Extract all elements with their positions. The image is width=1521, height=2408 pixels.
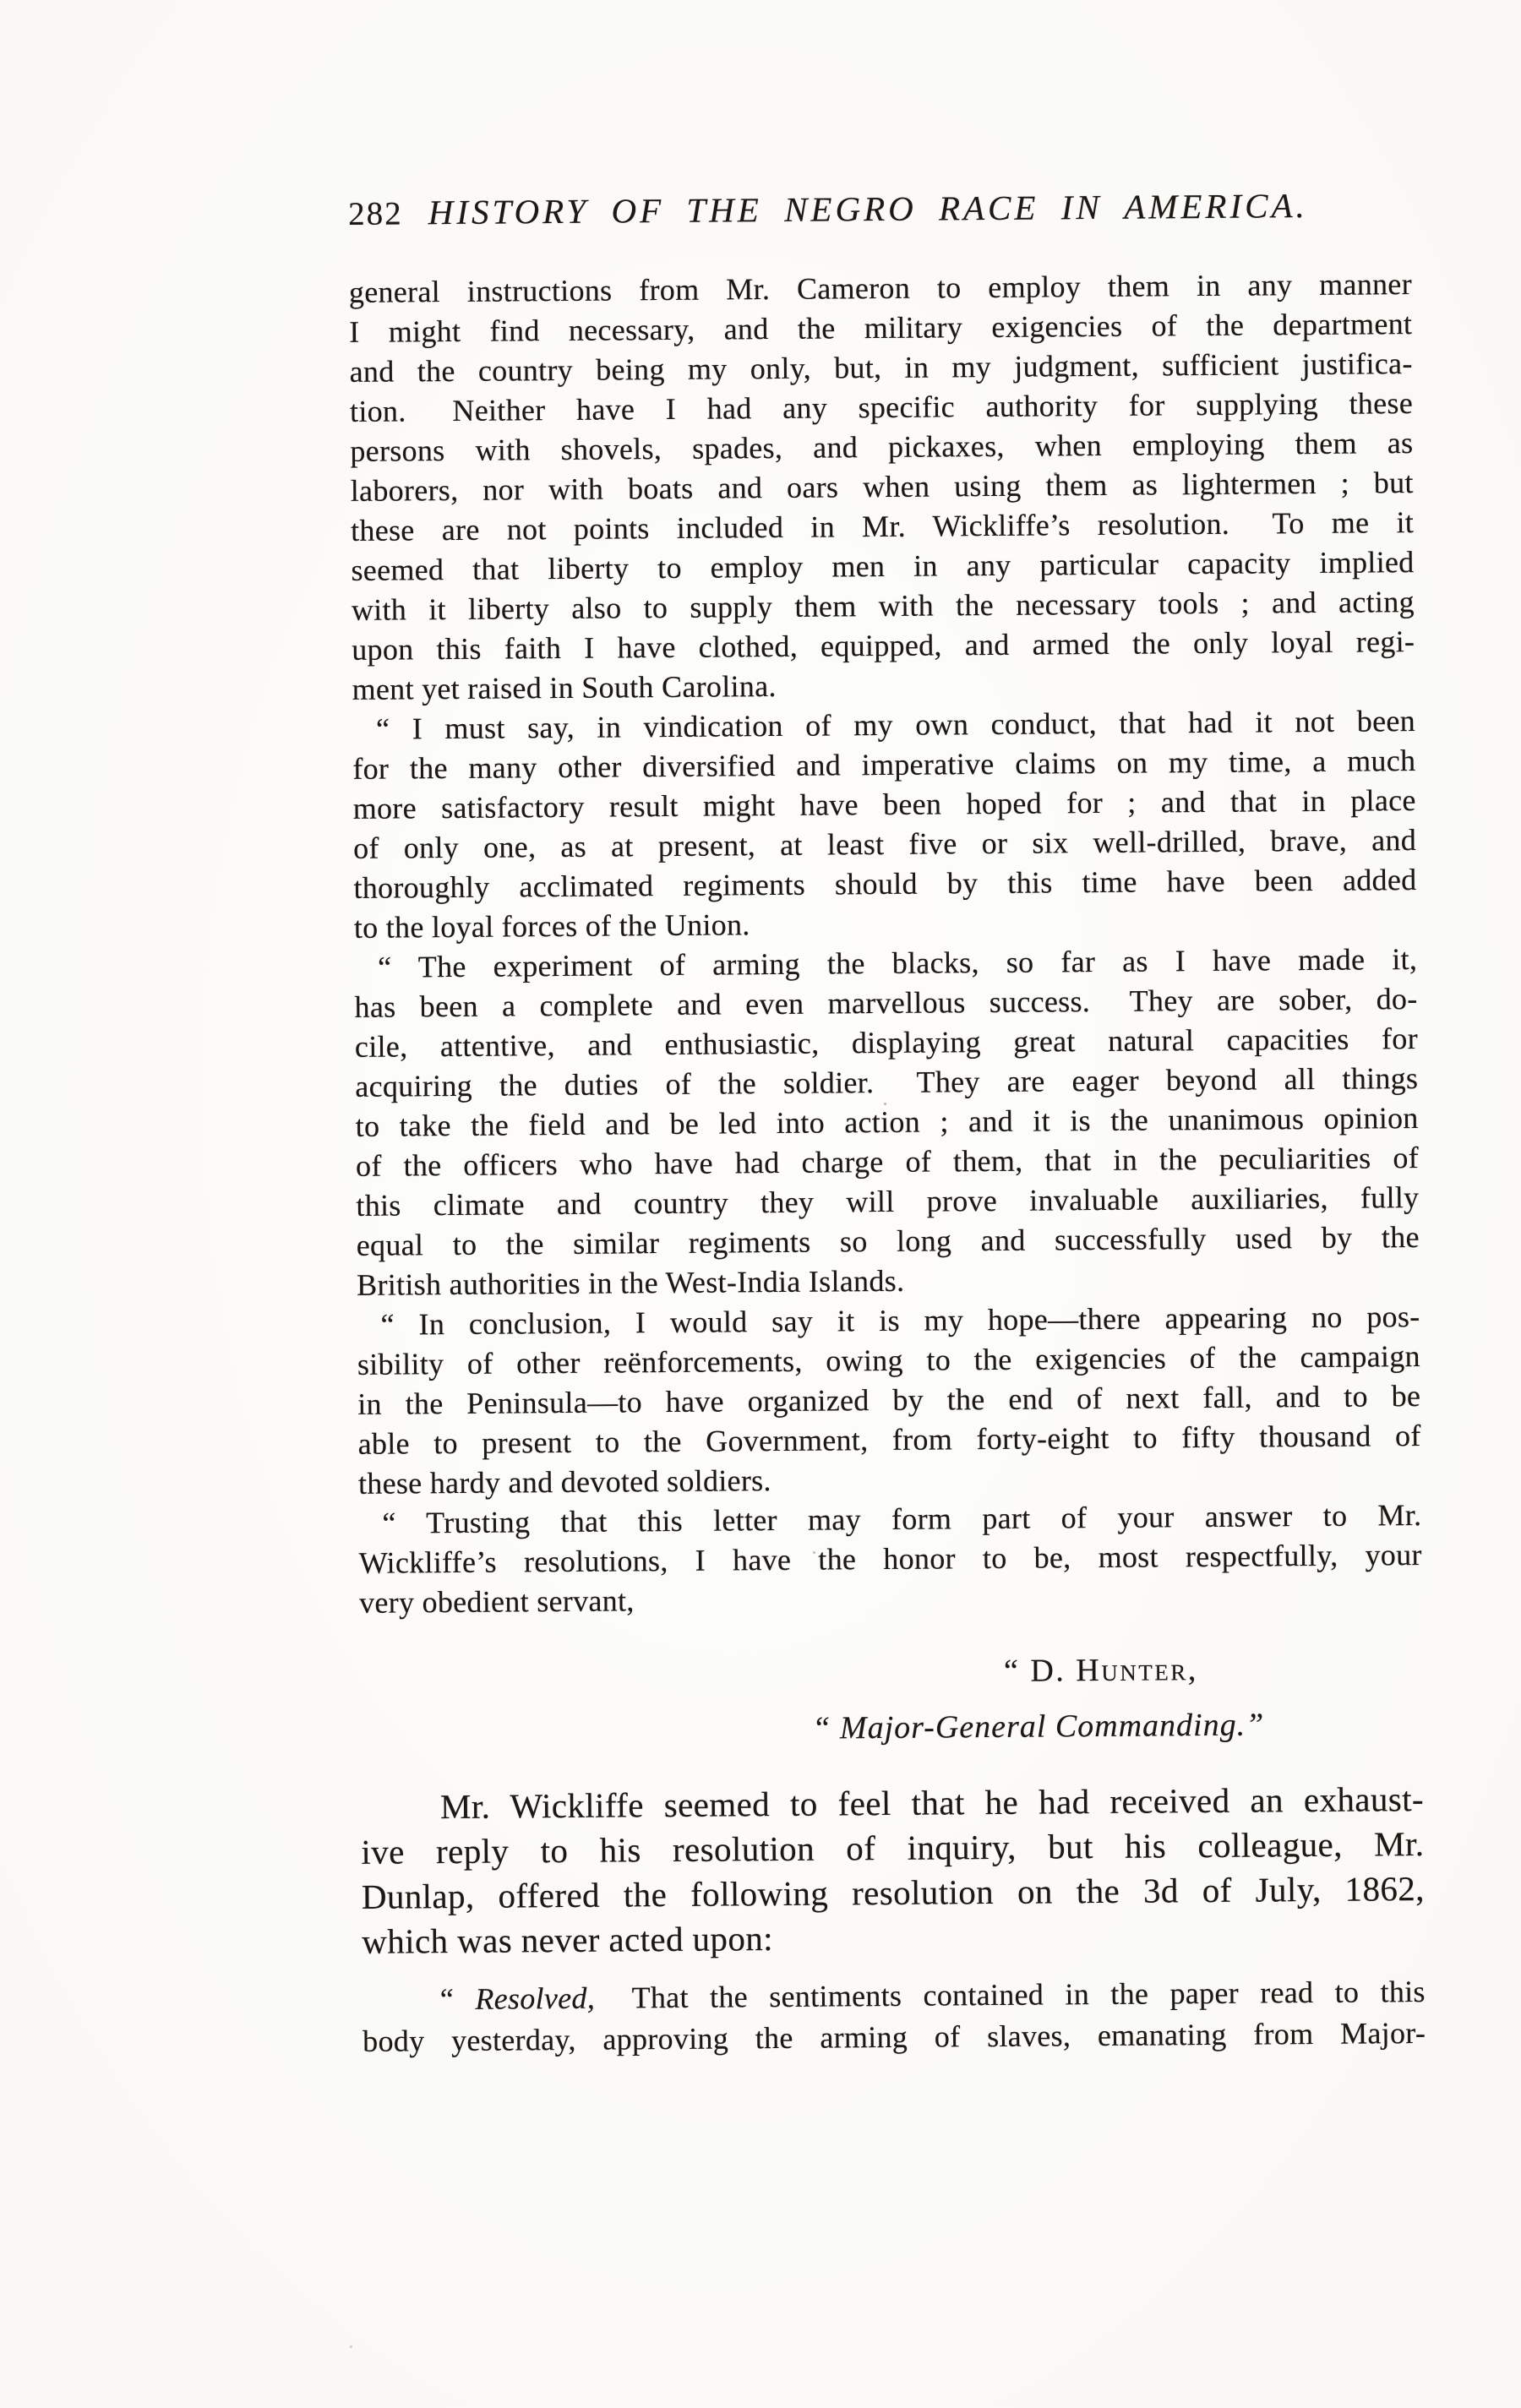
signature-block (360, 1640, 1424, 1760)
letter-line: very obedient servant, (358, 1583, 635, 1620)
letter-line: these are not points included in Mr. Wickliffe’s resolution. To me it (350, 505, 1415, 548)
letter-line: seemed that liberty to employ men in any particular capacity implied (351, 545, 1415, 587)
letter-line: laborers, nor with boats and oars when using them as lightermen ; but (350, 466, 1414, 508)
letter-line: to take the field and be led into action ; and it is the unanimous opinion (355, 1101, 1419, 1143)
scan-speckle (350, 2345, 352, 2348)
resolution-paragraph (363, 1971, 1426, 2062)
letter-line: this climate and country they will prove invaluable auxiliaries, fully (356, 1180, 1420, 1223)
letter-line: equal to the similar regiments so long and successfully used by the (356, 1220, 1420, 1262)
letter-line: to the loyal forces of the Union. (353, 907, 750, 945)
letter-line: “ Trusting that this letter may form part of your answer to Mr. (382, 1498, 1422, 1540)
resolution-line: body yesterday, approving the arming of slaves, emanating from Major- (363, 2015, 1426, 2058)
letter-line: acquiring the duties of the soldier. They are eager beyond all things (355, 1061, 1419, 1103)
letter-line: ment yet raised in South Carolina. (352, 668, 777, 706)
letter-line: thoroughly acclimated regiments should by this time have been added (353, 863, 1417, 905)
narrative-line: which was never acted upon: (362, 1919, 774, 1961)
signature-title: “ Major-General Commanding.” (812, 1707, 1265, 1746)
letter-line: has been a complete and even marvellous success. They are sober, do- (354, 982, 1418, 1024)
narrative-line: Mr. Wickliffe seemed to feel that he had received an exhaust- (439, 1779, 1425, 1827)
narrative-line: Dunlap, offered the following resolution on the 3d of July, 1862, (361, 1868, 1425, 1916)
narrative-paragraph (361, 1777, 1426, 1964)
letter-line: cile, attentive, and enthusiastic, displaying great natural capacities for (354, 1021, 1419, 1064)
letter-line: these hardy and devoted soldiers. (357, 1463, 771, 1501)
letter-line: “ The experiment of arming the blacks, so far as I have made it, (378, 942, 1418, 984)
letter-line: for the many other diversified and imperative claims on my time, a much (352, 744, 1416, 786)
italic-lead-word: Resolved, (475, 1980, 596, 2016)
signature-name: “ D. Hunter, (1003, 1652, 1198, 1689)
page-number: 282 (348, 195, 403, 232)
letter-line: Wickliffe’s resolutions, I have the honor to be, most respectfully, your (358, 1538, 1422, 1580)
letter-line: persons with shovels, spades, and pickaxes, when employing them as (350, 426, 1414, 468)
letter-line: of only one, as at present, at least five or six well-drilled, brave, and (352, 823, 1417, 865)
letter-line: “ I must say, in vindication of my own conduct, that had it not been (375, 704, 1416, 746)
letter-line: able to present to the Government, from forty-eight to fifty thousand of (357, 1419, 1421, 1461)
letter-line: of the officers who have had charge of them, that in the peculiarities of (355, 1141, 1420, 1183)
letter-excerpt (349, 264, 1423, 1623)
letter-line: and the country being my only, but, in my judgment, sufficient justifica- (349, 346, 1413, 389)
running-title: HISTORY OF THE NEGRO RACE IN AMERICA. (428, 186, 1308, 232)
letter-line: upon this faith I have clothed, equipped, and armed the only loyal regi- (352, 624, 1415, 667)
letter-line: “ In conclusion, I would say it is my hope—there appearing no pos- (380, 1299, 1420, 1342)
narrative-line: ive reply to his resolution of inquiry, but his colleague, Mr. (361, 1824, 1425, 1871)
running-header (348, 185, 1411, 234)
letter-line: general instructions from Mr. Cameron to employ them in any manner (348, 267, 1413, 309)
quote-mark: “ (439, 1981, 476, 2017)
letter-line: with it liberty also to supply them with the necessary tools ; and acting (351, 585, 1415, 627)
letter-line: I might find necessary, and the military exigencies of the department (349, 307, 1413, 349)
letter-line: in the Peninsula—to have organized by the end of next fall, and to be (357, 1379, 1421, 1421)
line-text: That the sentiments contained in the paper read to this (594, 1974, 1426, 2015)
letter-line: tion. Neither have I had any specific authority for supplying these (349, 386, 1414, 428)
letter-line: British authorities in the West-India Islands. (357, 1263, 905, 1302)
letter-line: sibility of other reënforcements, owing to the exigencies of the campaign (357, 1339, 1421, 1381)
page-content (348, 185, 1426, 2062)
letter-line: more satisfactory result might have been hoped for ; and that in place (352, 783, 1416, 825)
